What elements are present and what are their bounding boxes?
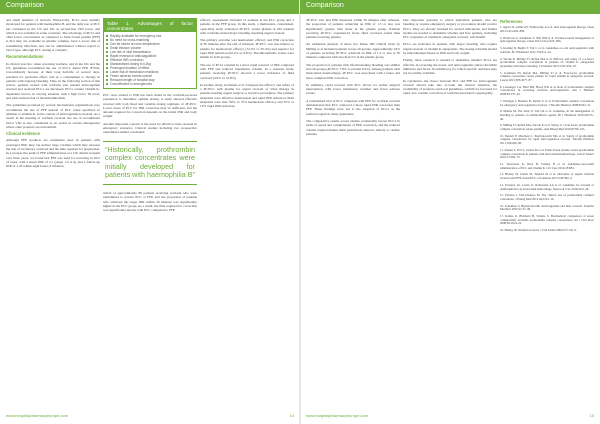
references-column xyxy=(500,18,594,236)
paragraph: efficacy assessments included 12 patients in the PCC group and 3 patients in the FFP group. In this study, a multicentre, randomised, open-label study evaluated 4F-PCC versus plasma in 202 patients with warfarin-related major bleeding requiring urgent reversal. xyxy=(200,18,294,35)
reference-item: 6. Leissinger CA, Blatt PM, Hoots WK et al. Role of prothrombin complex concentrates in reversing warfarin anticoagulation. Am J Hematol 2008;83:137–43. xyxy=(500,84,594,97)
right-page xyxy=(300,0,600,424)
reference-item: 9. Milling TJ, Refaai MA, Sarode R et al. Safety of a four-factor prothrombin complex concentrate versus plasma. Ann Emerg Med 2016;67:96–105. xyxy=(500,123,594,132)
table-item: Rapid reversal of anticoagulation xyxy=(104,54,196,58)
page-header-bar xyxy=(300,0,600,14)
paragraph: which of approximately 80 patients receiving warfarin who were randomised to receive PCC or FFP, and the proportion of patients who achieved the target INR within 30 minutes was significantly higher in the PCC group. As a result, the time required for correction was significantly shorter with PCC compared to FFP. xyxy=(103,191,197,213)
reference-item: 4. Sarode R, Milling TJ, Refaai MA et al. Efficacy and safety of a 4-factor prothrombin complex concentrate in patients on vitamin K antagonists presenting with major bleeding. Circulation 2013;128:1234–43. xyxy=(500,56,594,68)
paragraph: In clinical practice, when reversing warfarin, and in the UK and the US, guidelines recommend the use of PCCs, initial FFP, rFVIIa, concomitantly because of their long half-life of several days, potential for persistent effect, and as a complement to therapy in patients with ongoing bleeding. Thus, in the following section of this review, patients treated with warfarin who needed anticoagulant reversal and received PCCs are discussed. PCCs contain vitamin K-dependent factors in varying amounts with a high factor IX level, and with reduced risk of thromboembolism. xyxy=(6,61,100,101)
table-item: Lower risk of transfusion reactions xyxy=(104,70,196,74)
paragraph: 4F-PCC who had INR measured within 30 minutes after infusion, the proportion of patients achieving an INR of 1.3 or less was significantly greater than those in the plasma group. Patients receiving 4F-PCC experienced fewer fluid overload events than patients receiving plasma. xyxy=(306,18,400,40)
paragraph: The use of PCCs resulted in a more rapid reversal of INR compared with FFP and reduced transfusion volume. In a separate study, patients receiving 4F-PCC showed a lower incidence of fluid overload (4.9% vs 12.8%). xyxy=(200,62,294,80)
paragraph: The proportion of patients with life-threatening bleeding was similar in both groups (4F-PCC 7.8% vs plasma 6.4%). Among patients with intracranial haemorrhage, 4F-PCC was associated with a faster and more complete INR correction. xyxy=(306,62,400,80)
paragraph: The comparative results across studies consistently favour PCCs in terms of speed and completeness of INR correction, and the reduced volume required makes them particularly suited to elderly or cardiac patients. xyxy=(306,118,400,136)
table-item: Cost-effective in emergencies xyxy=(104,82,196,86)
paragraph: In summary, rapid reversal with PCC allows for earlier surgical intervention, with lower transfusion volumes and fewer adverse events. xyxy=(306,82,400,96)
reference-item: 11. Steiner T, Poli S, Griebe M et al. Fresh frozen plasma versus prothrombin complex concentrate in patients with intracranial haemorrhage. Lancet Neurol 2016;15:566–73. xyxy=(500,147,594,160)
table-item: Low risk of viral transmission xyxy=(104,50,196,54)
paragraph: and small numbers of bacteria. Historically, PCCs were initially developed for patients with haemophilia B, and the daily use of PCC has continued in the US and UK as second-line VIII boost, and which is not available in some countries. The advantage of PCCs and other factor concentrates as compared to fresh frozen plasma (FFP) is that they are available in smaller volumes, have a lower risk of transmitting infections and can be administered without regard to blood type, although PCC dosing is complex. xyxy=(6,18,100,53)
paragraph: In another study, Goldstein et al compared the efficacy and safety of a 4F-PCC with plasma for urgent reversal of VKA therapy in patients needing urgent surgical or invasive procedures. The primary endpoints were effective haemostasis and rapid INR reduction. Both endpoints were met: 90% vs 75% haemostatic efficacy and 55% vs 10% rapid INR reduction. xyxy=(200,82,294,109)
table-item: No need for cross-matching xyxy=(104,38,196,42)
paragraph: Although FFP products are sometimes used in patients with prolonged INR, they can deliver large volumes which may increase the risk of circulatory overload and the time required for preparation. In a prospective audit of FFP administration at a UK district hospital over three years, we found that FFP was used for reversing in 92% of cases, with a mean INR of 2.1 (range 1.5–4.3), and a follow-up INR of 1.45 within eight hours of infusion. xyxy=(6,138,100,169)
table-item: Reduced length of hospital stay xyxy=(104,78,196,82)
paragraph: The guidelines produced by several international organisations now recommend the use of FFP instead of PCC when specified, in addition to vitamin K, in the context of anticoagulation reversal. As a result, in the meeting of warfarin reversal, the use of recombinant factor VIIa is also considered as an option in certain emergencies where other products are unavailable. xyxy=(6,103,100,129)
table-item: Standardised dosing in IU/kg xyxy=(104,62,196,66)
paragraph: PCCs are indicated in patients with major bleeding who require urgent reversal of vitamin K antagonists. The dosing schedule should be individualised based on INR and body weight. xyxy=(403,42,497,56)
section-label: Comparison xyxy=(6,2,44,9)
pull-quote xyxy=(103,141,197,185)
table-item: Rapidly available for emergency use xyxy=(104,34,196,38)
paragraph: An additional analysis of these two Phase IIIb clinical trials by Milling et al included patients across all groups. Approximately 45% of patients receiving 4F-PCC achieved an INR of 1.3 or less at 30 minutes compared with less than 5% in the plasma group. xyxy=(306,42,400,60)
column-5 xyxy=(403,18,497,99)
column-1 xyxy=(6,18,100,172)
paragraph: The primary outcome was haemostatic efficacy and INR correction at 30 minutes after the end of infusion; 4F-PCC was non-inferior to plasma for haemostatic efficacy (72.4% vs 65.4%) and superior for rapid INR reduction (62.2% vs 9.6%). Thromboembolic events were similar in both groups. xyxy=(200,38,294,60)
column-3 xyxy=(200,18,294,112)
column-4 xyxy=(306,18,400,139)
reference-item: 17. Kalina U, Bickhard H, Schulte S. Biochemical comparison of seven commercially available prothrombin complex concentrates. Int J Clin Pract 2008;62:1614–22. xyxy=(500,214,594,226)
page-number: 14 xyxy=(289,413,294,418)
reference-item: 5. Goldstein JN, Refaai MA, Milling TJ et al. Four-factor prothrombin complex concentrate versus plasma for rapid vitamin K antagonist reversal. Lancet 2015;385:2077–87. xyxy=(500,70,594,83)
reference-item: 10. Dentali F, Marchesi C, Pierfranceschi MG et al. Safety of prothrombin complex concentrates for rapid anticoagulation reversal. Thromb Haemost 2011;106:429–38. xyxy=(500,133,594,146)
paragraph: One important question is which individual patients who are bleeding or require emergency surgery or procedures should receive PCCs. They are already licensed for several indications, and further studies are needed to determine whether and how patients, including PCC recipients of vitamin K antagonist reversal, will benefit. xyxy=(403,18,497,40)
paragraph: PCC dose related to INR has been tested in the warfarin-reversed population to determine optimal dosing. A study showed effective reversal with both fixed and variable dosing regimens of 4F-PCC. Lower doses of PCC for INR correction may be sufficient, and the amount required for correction depends on the initial INR and body weight. xyxy=(103,93,197,119)
reference-item: 2. Holbrook A, Schulman S, Witt DM et al. Evidence-based management of anticoagulant therapy. Chest 2012;141:e152S–84S. xyxy=(500,35,594,44)
paragraph: In conclusion, the choice between PCC and FFP for anticoagulant reversal should take into account the clinical situation, the availability of products and local guidelines, with PCCs favoured for rapid, low-volume correction of warfarin-associated coagulopathy. xyxy=(403,78,497,96)
reference-item: 1. Ageno W, Gallus AS, Wittkowsky A et al. Oral anticoagulant therapy. Chest 2012;141:e44S–88S. xyxy=(500,25,594,33)
table-title: Table 1. Advantages of factor concentrates xyxy=(104,19,196,32)
paragraph: Finally, more research is needed to determine whether PCCs are effective in reversing the newer oral anticoagulants (direct thrombin inhibitors and factor Xa inhibitors), for which specific antidotes may not be readily available. xyxy=(403,58,497,76)
reference-item: 12. Tazarourte K, Riou B, Tremey B et al. Guideline-concordant administration of PCC and vitamin K. Crit Care 2014;18:R81. xyxy=(500,161,594,170)
paragraph: A randomised trial of PCC compared with FFP for warfarin reversal demonstrated that PCC achieved a more rapid INR correction than FFP. These findings have led to the adoption of PCCs as the preferred agent in many guidelines. xyxy=(306,98,400,116)
reference-item: 7. Pabinger I, Brenner B, Kalina U et al. Prothrombin complex concentrate for emergency anticoagulation reversal. J Thromb Haemost 2008;6:622–31. xyxy=(500,98,594,107)
footer-url[interactable]: www.hospitalpharmacyeurope.com xyxy=(306,413,369,418)
reference-item: 13. Hickey M, Gatien M, Taljaard M et al. Outcomes of urgent warfarin reversal with FFP versus PCC. Circulation 2013;128:360–4. xyxy=(500,172,594,181)
paragraph: Another important concern is the need for effective acute reversal in emergency scenarios. Clinical studies including two prospective randomised studies concluded: xyxy=(103,121,197,135)
column-2 xyxy=(103,18,197,216)
reference-item: 8. Makris M, Van Veen JJ, Tait CR et al. Guideline on the management of bleeding in patients on antithrombotic agents. Br J Haematol 2013;160:35–46. xyxy=(500,109,594,121)
table-item: Fewer adverse events overall xyxy=(104,74,196,78)
reference-item: 15. Ferreira J, DeLosSantos M. The clinical use of prothrombin complex concentrate. J Emerg Med 2013;44:1201–10. xyxy=(500,193,594,201)
references-heading: References xyxy=(500,19,523,24)
table-item: Effective INR correction xyxy=(104,58,196,62)
table-item: Small infusion volume xyxy=(104,46,196,50)
section-heading: Recommendations xyxy=(6,54,44,60)
page-footer xyxy=(6,413,294,421)
reference-item: 3. Keeling D, Baglin T, Tait C et al. Guidelines on oral anticoagulation with warfarin. Br J Haematol 2011;154:311–24. xyxy=(500,46,594,54)
page-number: 15 xyxy=(589,413,594,418)
page-footer xyxy=(306,413,594,421)
reference-item: 14. Frontera JA, Lewin JJ, Rabinstein AA et al. Guideline for reversal of antithrombotics in intracranial hemorrhage. Neurocrit Care 2016;24:6–46. xyxy=(500,182,594,191)
section-label: Comparison xyxy=(306,2,344,9)
table-list xyxy=(104,32,196,88)
table-item: Prolonged duration of effect xyxy=(104,66,196,70)
page-header-bar xyxy=(0,0,300,14)
reference-item: 16. Schulman S, Bijsterveld NR. Anticoagulants and their reversal. Transfus Med Rev 2007;21:37–48. xyxy=(500,203,594,212)
table-1 xyxy=(103,18,197,89)
footer-url[interactable]: www.hospitalpharmacyeurope.com xyxy=(6,413,69,418)
reference-item: 18. Hanley JP. Warfarin reversal. J Clin Pathol 2004;57:1132–9. xyxy=(500,228,577,233)
pull-quote-text: “Historically, prothrombin complex concentrates were initially developed for patients with haemophilia B” xyxy=(105,144,195,180)
section-heading: Clinical evidence xyxy=(6,131,40,137)
table-item: Can be stored at room temperature xyxy=(104,42,196,46)
